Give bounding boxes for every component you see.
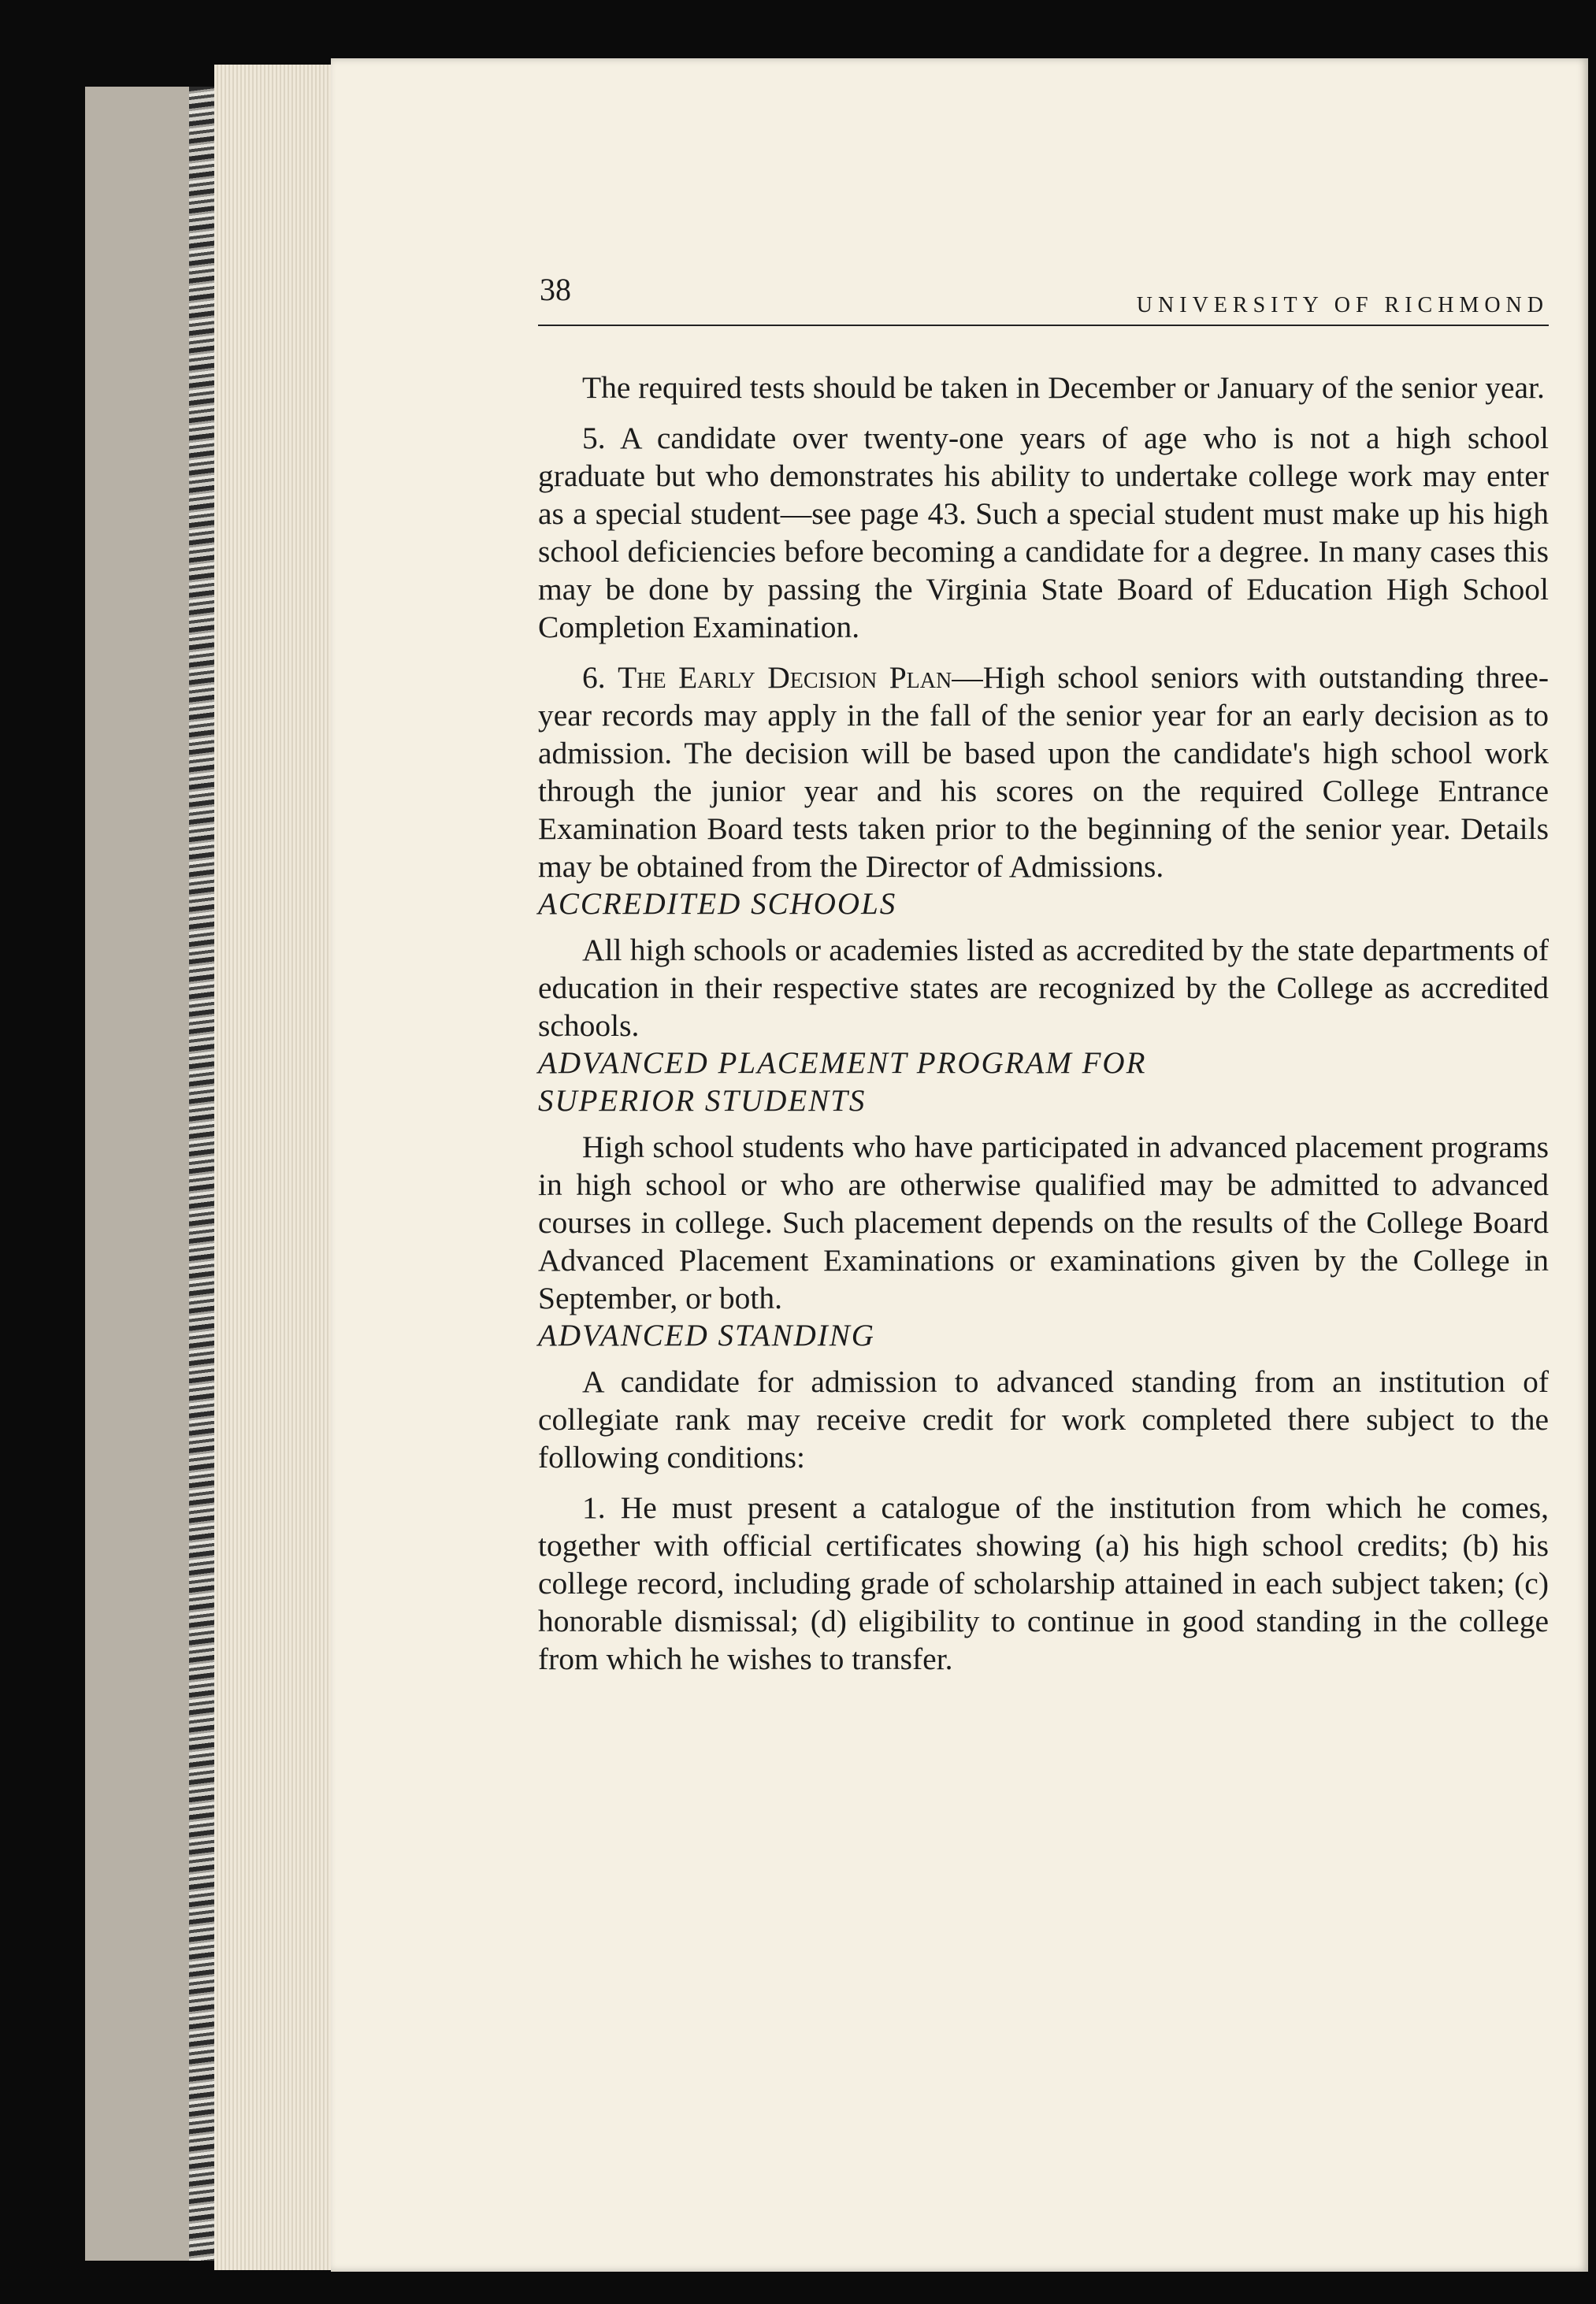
heading-accredited-schools: ACCREDITED SCHOOLS	[538, 887, 897, 921]
page-number: 38	[540, 272, 571, 307]
paragraph-accredited: All high schools or academies listed as accredited by the state departments of education in their respective states are recognized by the College as accredited schools.	[538, 933, 1549, 1043]
page-header	[538, 272, 1549, 326]
paragraph-6-text: —High school seniors with outstanding three-year records may apply in the fall of the senior year for an early decision as to admission. The decision will be based upon the candidate's high school work through the junior year and his scores on the required College Entrance Examination Board tests taken prior to the beginning of the senior year. Details may be obtained from the Director of Admissions.	[538, 660, 1549, 884]
heading-advanced-placement-line1: ADVANCED PLACEMENT PROGRAM FOR	[538, 1046, 1147, 1080]
page-content	[538, 369, 1549, 1678]
paragraph-advanced-standing-intro: A candidate for admission to advanced standing from an institution of collegiate rank may receive credit for work completed there subject to the following conditions:	[538, 1364, 1549, 1475]
paragraph-5: 5. A candidate over twenty-one years of age who is not a high school graduate but who demonstrates his ability to undertake college work may enter as a special student—see page 43. Such a special student must make up his high school deficiencies before becoming a candidate for a degree. In many cases this may be done by passing the Virginia State Board of Education High School Completion Examination.	[538, 421, 1549, 644]
running-head: UNIVERSITY OF RICHMOND	[1136, 293, 1549, 317]
paragraph-advanced-placement: High school students who have participated in advanced placement programs in high school or who are otherwise qualified may be admitted to advanced courses in college. Such placement depends on the results of the College Board Advanced Placement Examinations or examinations given by the College in September, or both.	[538, 1130, 1549, 1315]
paragraph-6-number: 6.	[582, 660, 618, 695]
heading-advanced-standing: ADVANCED STANDING	[538, 1319, 875, 1352]
early-decision-plan-title: The Early Decision Plan	[618, 660, 952, 695]
paragraph-tests: The required tests should be taken in December or January of the senior year.	[582, 370, 1545, 405]
paragraph-6	[538, 659, 1549, 885]
heading-advanced-placement	[538, 1044, 1549, 1120]
paragraph-advanced-standing-item1: 1. He must present a catalogue of the institution from which he comes, together with official certificates showing (a) his high school credits; (b) his college record, including grade of scholarship attained in each subject taken; (c) honorable dismissal; (d) eligibility to continue in good standing in the college from which he wishes to transfer.	[538, 1490, 1549, 1676]
heading-advanced-placement-line2: SUPERIOR STUDENTS	[538, 1084, 867, 1118]
